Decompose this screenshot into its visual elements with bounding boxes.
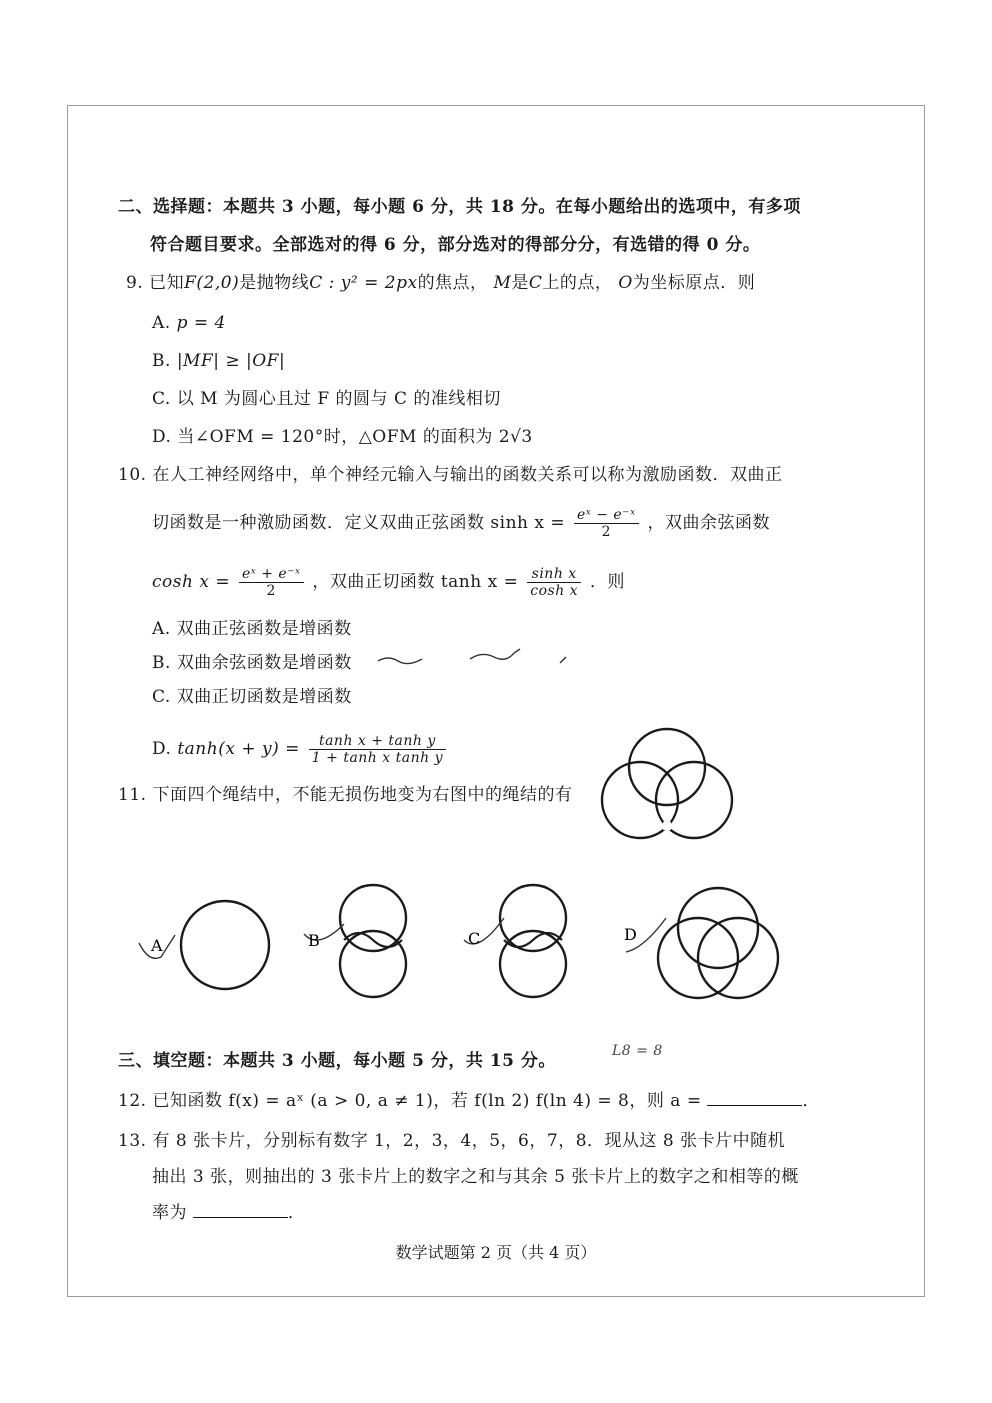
knot-a-figure[interactable]	[135, 895, 275, 995]
section2-heading: 二、选择题：本题共 3 小题，每小题 6 分，共 18 分。在每小题给出的选项中，有多项	[118, 197, 801, 217]
q13-text: ．	[287, 1203, 306, 1223]
q9-option-a[interactable]	[152, 312, 226, 334]
knot-d-label: D	[624, 925, 637, 944]
option-text: |MF| ≥ |OF|	[176, 351, 286, 371]
option-text: 双曲正切函数是增函数	[176, 687, 352, 707]
q13-text: 率为	[152, 1203, 187, 1223]
q9-stem-text: 的焦点，	[417, 273, 488, 293]
q12-text: 已知函数 f(x) = aˣ (a > 0, a ≠ 1)，若 f(ln 2) f(ln 4) = 8，则 a =	[152, 1091, 702, 1111]
q9-option-b[interactable]	[152, 350, 285, 372]
q9-stem-text: 是	[511, 273, 529, 293]
cosh-denominator: 2	[266, 583, 276, 599]
tanh-sum-fraction	[309, 733, 446, 766]
option-label: B.	[152, 653, 171, 673]
q11-number: 11.	[118, 785, 147, 805]
q12-answer-blank[interactable]	[707, 1091, 802, 1106]
knot-b-figure[interactable]	[298, 880, 428, 1000]
knot-c-figure[interactable]	[458, 880, 588, 1000]
q10-stem-text: 在人工神经网络中，单个神经元输入与输出的函数关系可以称为激励函数．双曲正	[152, 465, 783, 485]
q10-option-b[interactable]	[152, 652, 352, 674]
q13-line3	[152, 1202, 305, 1224]
option-text: 双曲正弦函数是增函数	[176, 619, 352, 639]
q10-stem-text: cosh x =	[152, 572, 231, 592]
q10-stem-text: ，双曲余弦函数	[647, 513, 770, 533]
q9-stem-text: 是抛物线	[239, 273, 310, 293]
option-label: D.	[152, 427, 172, 447]
q9-parabola: C : y² = 2px	[309, 273, 418, 293]
margin-note: L8 = 8	[612, 1043, 663, 1059]
q12-stem	[118, 1090, 820, 1112]
q9-stem-text: 上的点，	[542, 273, 613, 293]
section2-heading-line2: 符合题目要求。全部选对的得 6 分，部分选对的得部分分，有选错的得 0 分。	[150, 235, 761, 255]
option-label: D.	[152, 739, 172, 759]
knot-a-loop	[181, 901, 269, 989]
option-label: A.	[152, 619, 171, 639]
knot-d-figure[interactable]	[618, 880, 788, 1000]
option-text: 当∠OFM = 120°时，△OFM 的面积为 2√3	[177, 427, 533, 447]
tanh-sum-denominator: 1 + tanh x tanh y	[311, 750, 443, 766]
knot-b-label: B	[308, 931, 320, 950]
option-text: p = 4	[176, 313, 226, 333]
q9-origin: O	[618, 273, 633, 293]
q13-number: 13.	[118, 1131, 147, 1151]
q9-point-m: M	[493, 273, 512, 293]
q10-line3	[152, 566, 625, 599]
option-label: C.	[152, 687, 171, 707]
q9-number: 9.	[126, 273, 144, 293]
q11-stem-text: 下面四个绳结中，不能无损伤地变为右图中的绳结的有	[152, 785, 573, 805]
handwritten-marks	[370, 645, 580, 675]
q11-stem	[118, 784, 572, 806]
option-label: A.	[152, 313, 171, 333]
page-footer: 数学试题第 2 页（共 4 页）	[395, 1243, 597, 1262]
knot-d-loop-top	[678, 888, 758, 968]
q9-option-d[interactable]	[152, 426, 533, 448]
q10-stem-text: 切函数是一种激励函数．定义双曲正弦函数 sinh x =	[152, 513, 566, 533]
sinh-numerator: eˣ − e⁻ˣ	[574, 507, 639, 524]
q13-answer-blank[interactable]	[193, 1203, 288, 1218]
knot-c-label: C	[468, 929, 481, 948]
q10-stem-text: ．则	[589, 572, 625, 592]
trefoil-knot-figure	[592, 722, 742, 842]
option-text: 以 M 为圆心且过 F 的圆与 C 的准线相切	[176, 389, 501, 409]
q13-text: 有 8 张卡片，分别标有数字 1，2，3，4，5，6，7，8．现从这 8 张卡片中随机	[152, 1131, 786, 1151]
q10-number: 10.	[118, 465, 147, 485]
q9-stem	[126, 272, 755, 294]
q9-stem-text: 为坐标原点．则	[632, 273, 756, 293]
tanh-sum-numerator: tanh x + tanh y	[309, 733, 446, 750]
q10-line2	[152, 507, 770, 540]
knot-loop-top	[629, 729, 705, 805]
section3-heading: 三、填空题：本题共 3 小题，每小题 5 分，共 15 分。	[118, 1051, 556, 1071]
q10-line1	[118, 464, 782, 486]
q9-stem-text: 已知	[149, 273, 185, 293]
q10-option-a[interactable]	[152, 618, 352, 640]
q13-line2: 抽出 3 张，则抽出的 3 张卡片上的数字之和与其余 5 张卡片上的数字之和相等的概	[152, 1167, 799, 1187]
option-text: 双曲余弦函数是增函数	[176, 653, 352, 673]
option-text: tanh(x + y) =	[177, 739, 300, 759]
option-label: C.	[152, 389, 171, 409]
q12-text: ．	[802, 1091, 820, 1111]
q12-number: 12.	[118, 1091, 147, 1111]
sinh-denominator: 2	[601, 524, 611, 540]
tanh-denominator: cosh x	[530, 583, 579, 599]
q9-focus: F(2,0)	[184, 273, 240, 293]
q10-stem-text: ，双曲正切函数 tanh x =	[312, 572, 519, 592]
cosh-fraction	[239, 566, 304, 599]
q10-option-d[interactable]	[152, 733, 449, 766]
tanh-numerator: sinh x	[527, 566, 581, 583]
knot-a-label: A	[151, 936, 163, 955]
q9-curve-c: C	[528, 273, 543, 293]
q9-option-c[interactable]	[152, 388, 501, 410]
cosh-numerator: eˣ + e⁻ˣ	[239, 566, 304, 583]
tanh-fraction	[527, 566, 581, 599]
q10-option-c[interactable]	[152, 686, 352, 708]
q13-line1	[118, 1130, 785, 1152]
option-label: B.	[152, 351, 171, 371]
sinh-fraction	[574, 507, 639, 540]
